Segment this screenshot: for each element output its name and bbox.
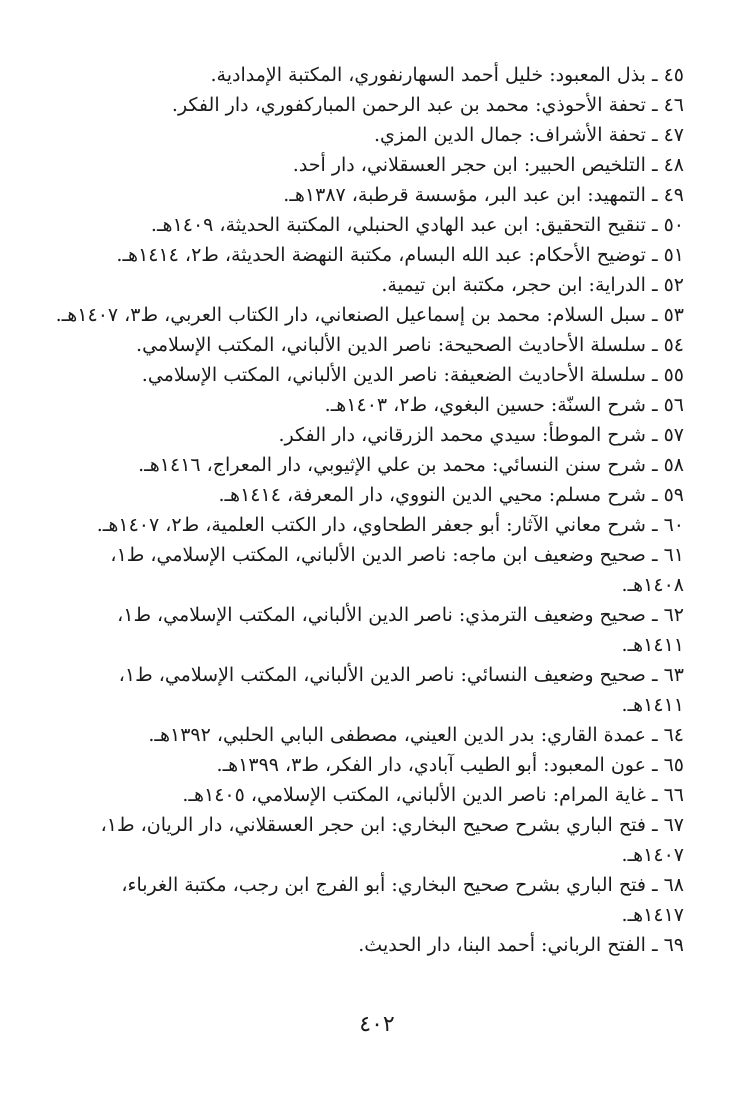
entry-line: ٦٧ ـ فتح الباري بشرح صحيح البخاري: ابن حجر العسقلاني، دار الريان، ط١، xyxy=(100,814,684,836)
bibliography-entry-65: ٦٥ ـ عون المعبود: أبو الطيب آبادي، دار الفكر، ط٣، ١٣٩٩هـ. xyxy=(216,754,684,776)
bibliography-entry-63 xyxy=(60,660,684,720)
bibliography-entry-61 xyxy=(60,540,684,600)
entry-continuation: ١٤١١هـ. xyxy=(621,694,684,716)
entry-continuation: ١٤٠٧هـ. xyxy=(621,844,684,866)
bibliography-entry-69: ٦٩ ـ الفتح الرباني: أحمد البنا، دار الحديث. xyxy=(358,934,684,956)
bibliography-entry-45: ٤٥ ـ بذل المعبود: خليل أحمد السهارنفوري، المكتبة الإمدادية. xyxy=(210,64,684,86)
bibliography-entry-46: ٤٦ ـ تحفة الأحوذي: محمد بن عبد الرحمن المباركفوري، دار الفكر. xyxy=(171,94,684,116)
entry-line: ٦٨ ـ فتح الباري بشرح صحيح البخاري: أبو الفرج ابن رجب، مكتبة الغرباء، xyxy=(121,874,684,896)
bibliography-entry-59: ٥٩ ـ شرح مسلم: محيي الدين النووي، دار المعرفة، ١٤١٤هـ. xyxy=(218,484,684,506)
bibliography-entry-57: ٥٧ ـ شرح الموطأ: سيدي محمد الزرقاني، دار الفكر. xyxy=(278,424,684,446)
entry-line: ٦١ ـ صحيح وضعيف ابن ماجه: ناصر الدين الألباني، المكتب الإسلامي، ط١، xyxy=(110,544,684,566)
bibliography-entry-49: ٤٩ ـ التمهيد: ابن عبد البر، مؤسسة قرطبة، ١٣٨٧هـ. xyxy=(283,184,684,206)
bibliography-entry-58: ٥٨ ـ شرح سنن النسائي: محمد بن علي الإثيوبي، دار المعراج، ١٤١٦هـ. xyxy=(138,454,684,476)
bibliography-entry-48: ٤٨ ـ التلخيص الحبير: ابن حجر العسقلاني، دار أحد. xyxy=(292,154,684,176)
bibliography-entry-66: ٦٦ ـ غاية المرام: ناصر الدين الألباني، المكتب الإسلامي، ١٤٠٥هـ. xyxy=(182,784,684,806)
entry-continuation: ١٤١١هـ. xyxy=(621,634,684,656)
entry-continuation: ١٤١٧هـ. xyxy=(621,904,684,926)
bibliography-entry-53: ٥٣ ـ سبل السلام: محمد بن إسماعيل الصنعاني، دار الكتاب العربي، ط٣، ١٤٠٧هـ. xyxy=(55,304,684,326)
bibliography-entry-50: ٥٠ ـ تنقيح التحقيق: ابن عبد الهادي الحنبلي، المكتبة الحديثة، ١٤٠٩هـ. xyxy=(150,214,684,236)
bibliography-list xyxy=(55,60,684,960)
bibliography-entry-64: ٦٤ ـ عمدة القاري: بدر الدين العيني، مصطفى البابي الحلبي، ١٣٩٢هـ. xyxy=(148,724,684,746)
bibliography-entry-47: ٤٧ ـ تحفة الأشراف: جمال الدين المزي. xyxy=(373,124,684,146)
bibliography-entry-51: ٥١ ـ توضيح الأحكام: عبد الله البسام، مكتبة النهضة الحديثة، ط٢، ١٤١٤هـ. xyxy=(116,244,684,266)
bibliography-entry-60: ٦٠ ـ شرح معاني الآثار: أبو جعفر الطحاوي، دار الكتب العلمية، ط٢، ١٤٠٧هـ. xyxy=(96,514,684,536)
bibliography-entry-67 xyxy=(60,810,684,870)
bibliography-entry-68 xyxy=(60,870,684,930)
bibliography-entry-52: ٥٢ ـ الدراية: ابن حجر، مكتبة ابن تيمية. xyxy=(381,274,684,296)
bibliography-entry-55: ٥٥ ـ سلسلة الأحاديث الضعيفة: ناصر الدين الألباني، المكتب الإسلامي. xyxy=(141,364,684,386)
entry-line: ٦٣ ـ صحيح وضعيف النسائي: ناصر الدين الألباني، المكتب الإسلامي، ط١، xyxy=(118,664,684,686)
page-number: ٤٠٢ xyxy=(359,1012,395,1037)
entry-line: ٦٢ ـ صحيح وضعيف الترمذي: ناصر الدين الألباني، المكتب الإسلامي، ط١، xyxy=(117,604,684,626)
entry-continuation: ١٤٠٨هـ. xyxy=(621,574,684,596)
bibliography-entry-56: ٥٦ ـ شرح السنّة: حسين البغوي، ط٢، ١٤٠٣هـ. xyxy=(324,394,684,416)
bibliography-entry-54: ٥٤ ـ سلسلة الأحاديث الصحيحة: ناصر الدين الألباني، المكتب الإسلامي. xyxy=(136,334,684,356)
bibliography-entry-62 xyxy=(60,600,684,660)
